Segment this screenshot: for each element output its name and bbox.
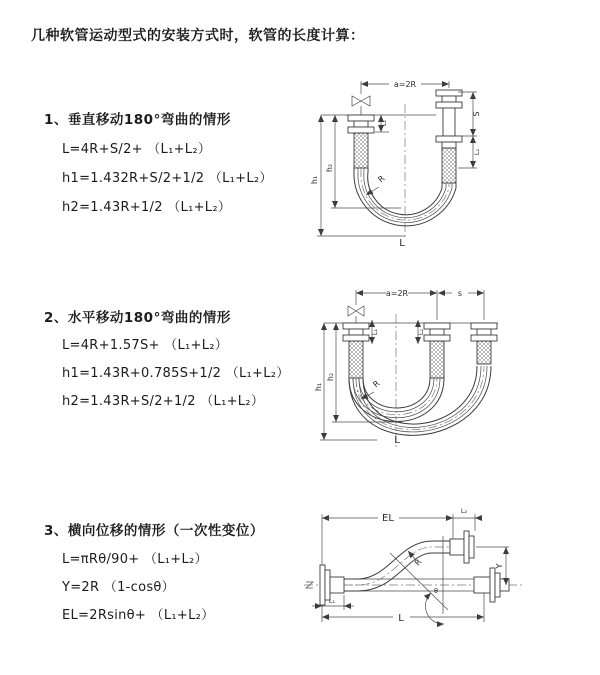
radius-leader <box>408 551 424 567</box>
dim-label-r: R <box>412 557 424 568</box>
dim-a2r <box>356 289 437 320</box>
dim-label-l1: L₁ <box>371 328 379 336</box>
dim-label-r: R <box>371 378 382 390</box>
section-3-formula-L: L=πRθ/90+ （L₁+L₂） <box>62 552 208 567</box>
braid-section <box>354 133 368 168</box>
flange-raised <box>450 531 474 563</box>
dim-EL <box>322 513 453 568</box>
dim-label-l2: L₂ <box>417 328 425 336</box>
dim-label-h2: h₂ <box>326 372 335 382</box>
section-1-formula-L: L=4R+S/2+ （L₁+L₂） <box>62 142 212 157</box>
dim-label-h2: h₂ <box>325 163 334 173</box>
left-pipe-fitting <box>343 323 369 378</box>
dim-label-s: s <box>457 289 463 298</box>
hose-displaced <box>344 541 450 591</box>
dim-label-r: R <box>376 173 387 185</box>
dim-label-l: L <box>398 613 404 624</box>
dim-label-l: L <box>394 435 400 446</box>
dim-l1 <box>375 115 389 132</box>
dim-label-theta: θ <box>434 587 438 595</box>
braid-section <box>442 148 456 183</box>
dim-l2 <box>473 136 481 168</box>
dim-l1 <box>312 595 354 610</box>
angle-theta <box>390 536 448 624</box>
dim-label-el: EL <box>382 513 394 524</box>
diagram-vertical-180-bend <box>305 68 585 258</box>
section-3-heading: 3、横向位移的情形（一次性变位） <box>44 523 264 539</box>
right-pipe-fitting <box>471 323 497 364</box>
right-pipe-fitting <box>436 90 462 183</box>
section-1-formula-h1: h1=1.432R+S/2+1/2 （L₁+L₂） <box>62 171 273 186</box>
dim-l2 <box>453 507 482 531</box>
braid-section <box>477 341 491 364</box>
dim-label-a2r: a=2R <box>393 80 417 89</box>
valve-icon <box>352 96 370 115</box>
dim-label-l2: L₂ <box>473 148 481 156</box>
section-3-formula-EL: EL=2Rsinθ+ （L₁+L₂） <box>62 608 215 623</box>
section-1-formula-h2: h2=1.43R+1/2 （L₁+L₂） <box>62 200 232 215</box>
page-title: 几种软管运动型式的安装方式时，软管的长度计算： <box>31 28 365 44</box>
section-1-heading: 1、垂直移动180°弯曲的情形 <box>44 112 231 128</box>
dim-label-s: S <box>472 111 481 117</box>
left-pipe-fitting <box>348 115 374 168</box>
flange-right-original <box>474 568 509 602</box>
dim-label-h1: h₁ <box>310 175 319 185</box>
dim-L <box>322 593 484 624</box>
dim-label-l: L <box>399 238 405 249</box>
dim-l1 <box>371 320 379 344</box>
dim-label-h1: h₁ <box>314 382 323 392</box>
diagram-horizontal-180-bend <box>302 282 592 467</box>
dim-s <box>438 289 484 320</box>
braid-section <box>430 341 444 378</box>
section-2-formula-h1: h1=1.43R+0.785S+1/2 （L₁+L₂） <box>62 366 290 381</box>
section-3-formula-Y: Y=2R （1-cosθ） <box>62 580 175 595</box>
dim-label-a2r: a=2R <box>385 289 409 298</box>
dim-label-l2: L₂ <box>460 507 468 515</box>
section-2-formula-h2: h2=1.43R+S/2+1/2 （L₁+L₂） <box>62 394 265 409</box>
dim-label-y: Y <box>495 563 504 569</box>
diagram-lateral-displacement <box>298 498 600 633</box>
braid-section <box>349 341 363 378</box>
section-2-heading: 2、水平移动180°弯曲的情形 <box>44 310 231 326</box>
radius-leader <box>366 174 387 195</box>
dim-label-l1: L₁ <box>328 597 336 605</box>
valve-icon <box>348 306 364 323</box>
section-2-formula-L: L=4R+1.57S+ （L₁+L₂） <box>62 338 229 353</box>
dim-label-l1: L₁ <box>380 119 388 127</box>
middle-pipe-fitting <box>424 323 450 378</box>
